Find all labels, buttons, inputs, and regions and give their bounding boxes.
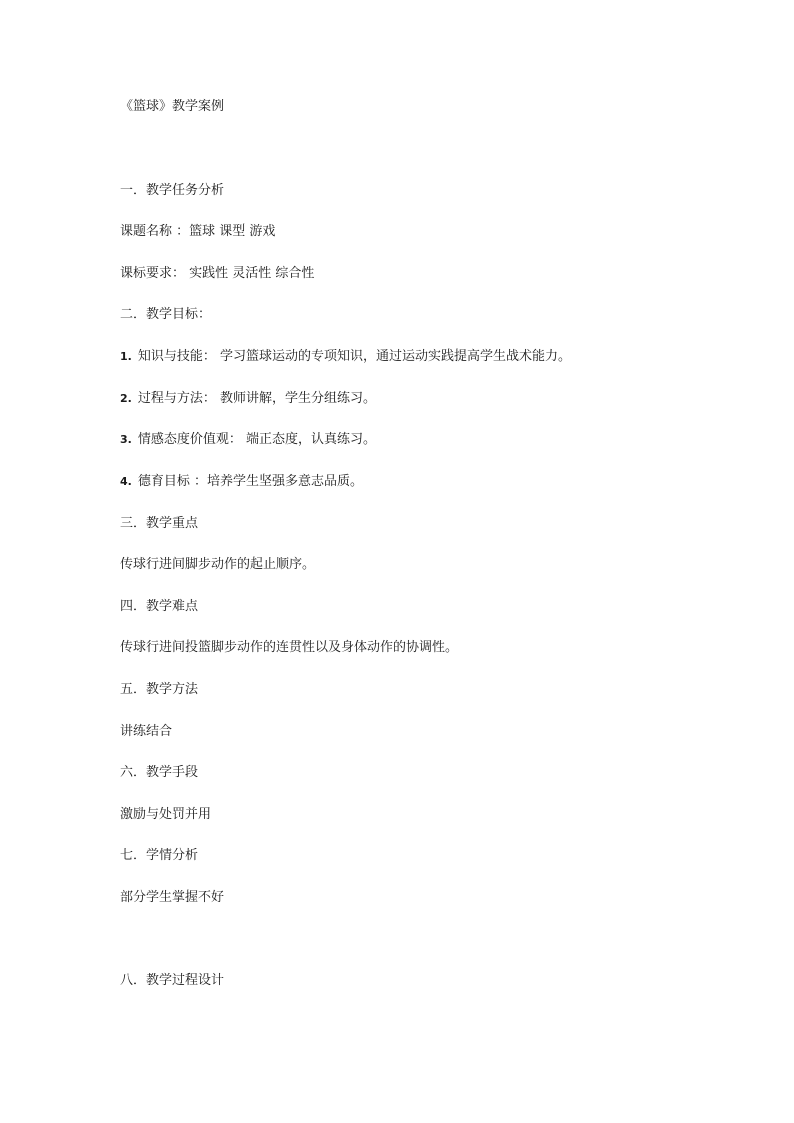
section-8-heading: 八．教学过程设计 [120, 973, 225, 988]
goal-text: 过程与方法： 教师讲解，学生分组练习。 [137, 391, 376, 406]
goal-number: 2. [120, 392, 132, 405]
goal-number: 4. [120, 475, 132, 488]
goal-item [120, 348, 571, 366]
goal-number: 1. [120, 350, 132, 363]
topic-line: 课题名称 ：篮球 课型 游戏 [120, 224, 276, 239]
goal-item [120, 473, 363, 491]
section-5-heading: 五．教学方法 [120, 682, 199, 697]
document-title: 《篮球》教学案例 [120, 99, 225, 114]
section-2-heading: 二．教学目标： [120, 307, 212, 322]
section-7-heading: 七．学情分析 [120, 848, 199, 863]
standard-line: 课标要求： 实践性 灵活性 综合性 [120, 266, 315, 281]
goal-item [120, 390, 376, 408]
goal-text: 德育目标 ：培养学生坚强多意志品质。 [137, 474, 363, 489]
section-3-content: 传球行进间脚步动作的起止顺序。 [120, 557, 316, 572]
section-7-content: 部分学生掌握不好 [120, 890, 225, 905]
goal-text: 知识与技能： 学习篮球运动的专项知识，通过运动实践提高学生战术能力。 [137, 349, 571, 364]
section-4-content: 传球行进间投篮脚步动作的连贯性以及身体动作的协调性。 [120, 640, 459, 655]
section-4-heading: 四．教学难点 [120, 599, 199, 614]
goal-text: 情感态度价值观： 端正态度，认真练习。 [137, 432, 376, 447]
goal-number: 3. [120, 433, 132, 446]
section-6-content: 激励与处罚并用 [120, 807, 212, 822]
section-3-heading: 三．教学重点 [120, 516, 199, 531]
goal-item [120, 431, 376, 449]
section-6-heading: 六．教学手段 [120, 765, 199, 780]
section-1-heading: 一．教学任务分析 [120, 183, 225, 198]
section-5-content: 讲练结合 [120, 724, 173, 739]
